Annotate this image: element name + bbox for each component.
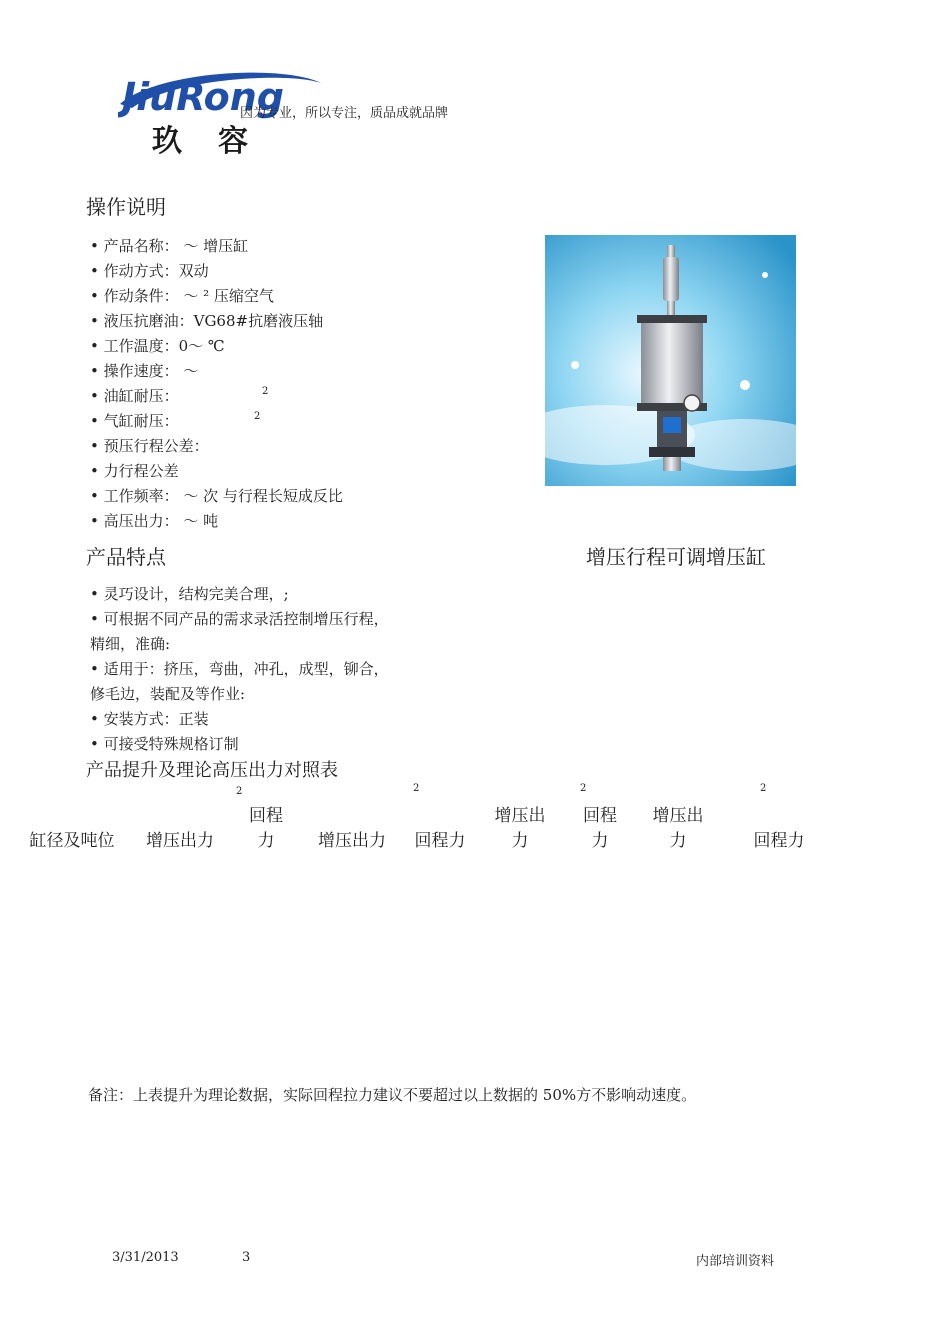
superscript: 2: [254, 411, 261, 422]
superscript: 2: [236, 786, 243, 797]
feature-item: • 灵巧设计，结构完美合理，;: [90, 585, 289, 603]
operation-item: • 高压出力： ～ 吨: [90, 512, 219, 530]
table-header-cell: [484, 804, 556, 854]
operation-item: • 预压行程公差：: [90, 437, 209, 455]
operation-item: • 液压抗磨油：VG68#抗磨液压轴: [90, 312, 324, 330]
header-line: 力: [591, 831, 609, 851]
superscript: 2: [413, 783, 420, 794]
header-line: 增压出: [652, 806, 704, 826]
header-line: 回程力: [753, 831, 805, 851]
footer-date: 3/31/2013: [112, 1250, 179, 1265]
table-header-cell: [22, 804, 122, 854]
remark-note: 备注：上表提升为理论数据，实际回程拉力建议不要超过以上数据的 50%方不影响动速度。: [88, 1086, 697, 1104]
operation-item: • 作动方式：双动: [90, 262, 209, 280]
table-header-cell: [136, 804, 224, 854]
footer-page-number: 3: [242, 1250, 251, 1265]
features-heading: 产品特点: [86, 545, 166, 569]
slogan: 因为专业，所以专注，质品成就品牌: [240, 106, 449, 121]
product-photo: [545, 235, 796, 486]
header-line: [22, 804, 122, 829]
header-line: 回程力: [414, 831, 466, 851]
operation-item: • 力行程公差: [90, 462, 179, 480]
operation-item: • 工作频率： ～ 次 与行程长短成反比: [90, 487, 343, 505]
feature-item: • 适用于：挤压，弯曲，冲孔，成型，铆合，: [90, 660, 389, 678]
logo-latin-text: JiuRong: [122, 75, 284, 119]
features-list: [90, 582, 389, 757]
table-title: 产品提升及理论高压出力对照表: [86, 760, 338, 781]
operation-list: [90, 234, 343, 534]
product-caption: 增压行程可调增压缸: [586, 545, 766, 569]
superscript: 2: [262, 386, 269, 397]
logo-cn-text: 玖容: [152, 124, 284, 159]
header-line: [308, 804, 396, 829]
operation-item: • 气缸耐压：: [90, 412, 179, 430]
header-line: 缸径及吨位: [29, 831, 115, 851]
operation-item: • 作动条件： ～ ² 压缩空气: [90, 287, 274, 305]
table-header-cell: [236, 804, 296, 854]
operation-item: • 产品名称： ～ 增压缸: [90, 237, 249, 255]
header-line: [136, 804, 224, 829]
operation-item: • 工作温度：0～ ℃: [90, 337, 225, 355]
table-header-cell: [742, 804, 816, 854]
table-header-cell: [404, 804, 476, 854]
header-line: 力: [669, 831, 687, 851]
feature-item: 修毛边，装配及等作业:: [90, 685, 246, 703]
feature-item: 精细，准确:: [90, 635, 171, 653]
superscript: 2: [760, 783, 767, 794]
table-header-cell: [308, 804, 396, 854]
feature-item: • 可根据不同产品的需求录活控制增压行程，: [90, 610, 389, 628]
table-header-cell: [570, 804, 630, 854]
header-line: [404, 804, 476, 829]
operation-heading: 操作说明: [86, 195, 166, 219]
header-line: 增压出: [494, 806, 546, 826]
operation-item: • 油缸耐压：: [90, 387, 179, 405]
superscript: 2: [580, 783, 587, 794]
header-line: 力: [257, 831, 275, 851]
feature-item: • 可接受特殊规格订制: [90, 735, 239, 753]
header-line: 增压出力: [318, 831, 386, 851]
header-line: 回程: [583, 806, 617, 826]
header-line: 力: [511, 831, 529, 851]
feature-item: • 安装方式：正装: [90, 710, 209, 728]
table-header-cell: [642, 804, 714, 854]
footer-label: 内部培训资料: [696, 1254, 775, 1269]
operation-item: • 操作速度： ～: [90, 362, 199, 380]
header-line: 增压出力: [146, 831, 214, 851]
header-line: [742, 804, 816, 829]
header-line: 回程: [249, 806, 283, 826]
